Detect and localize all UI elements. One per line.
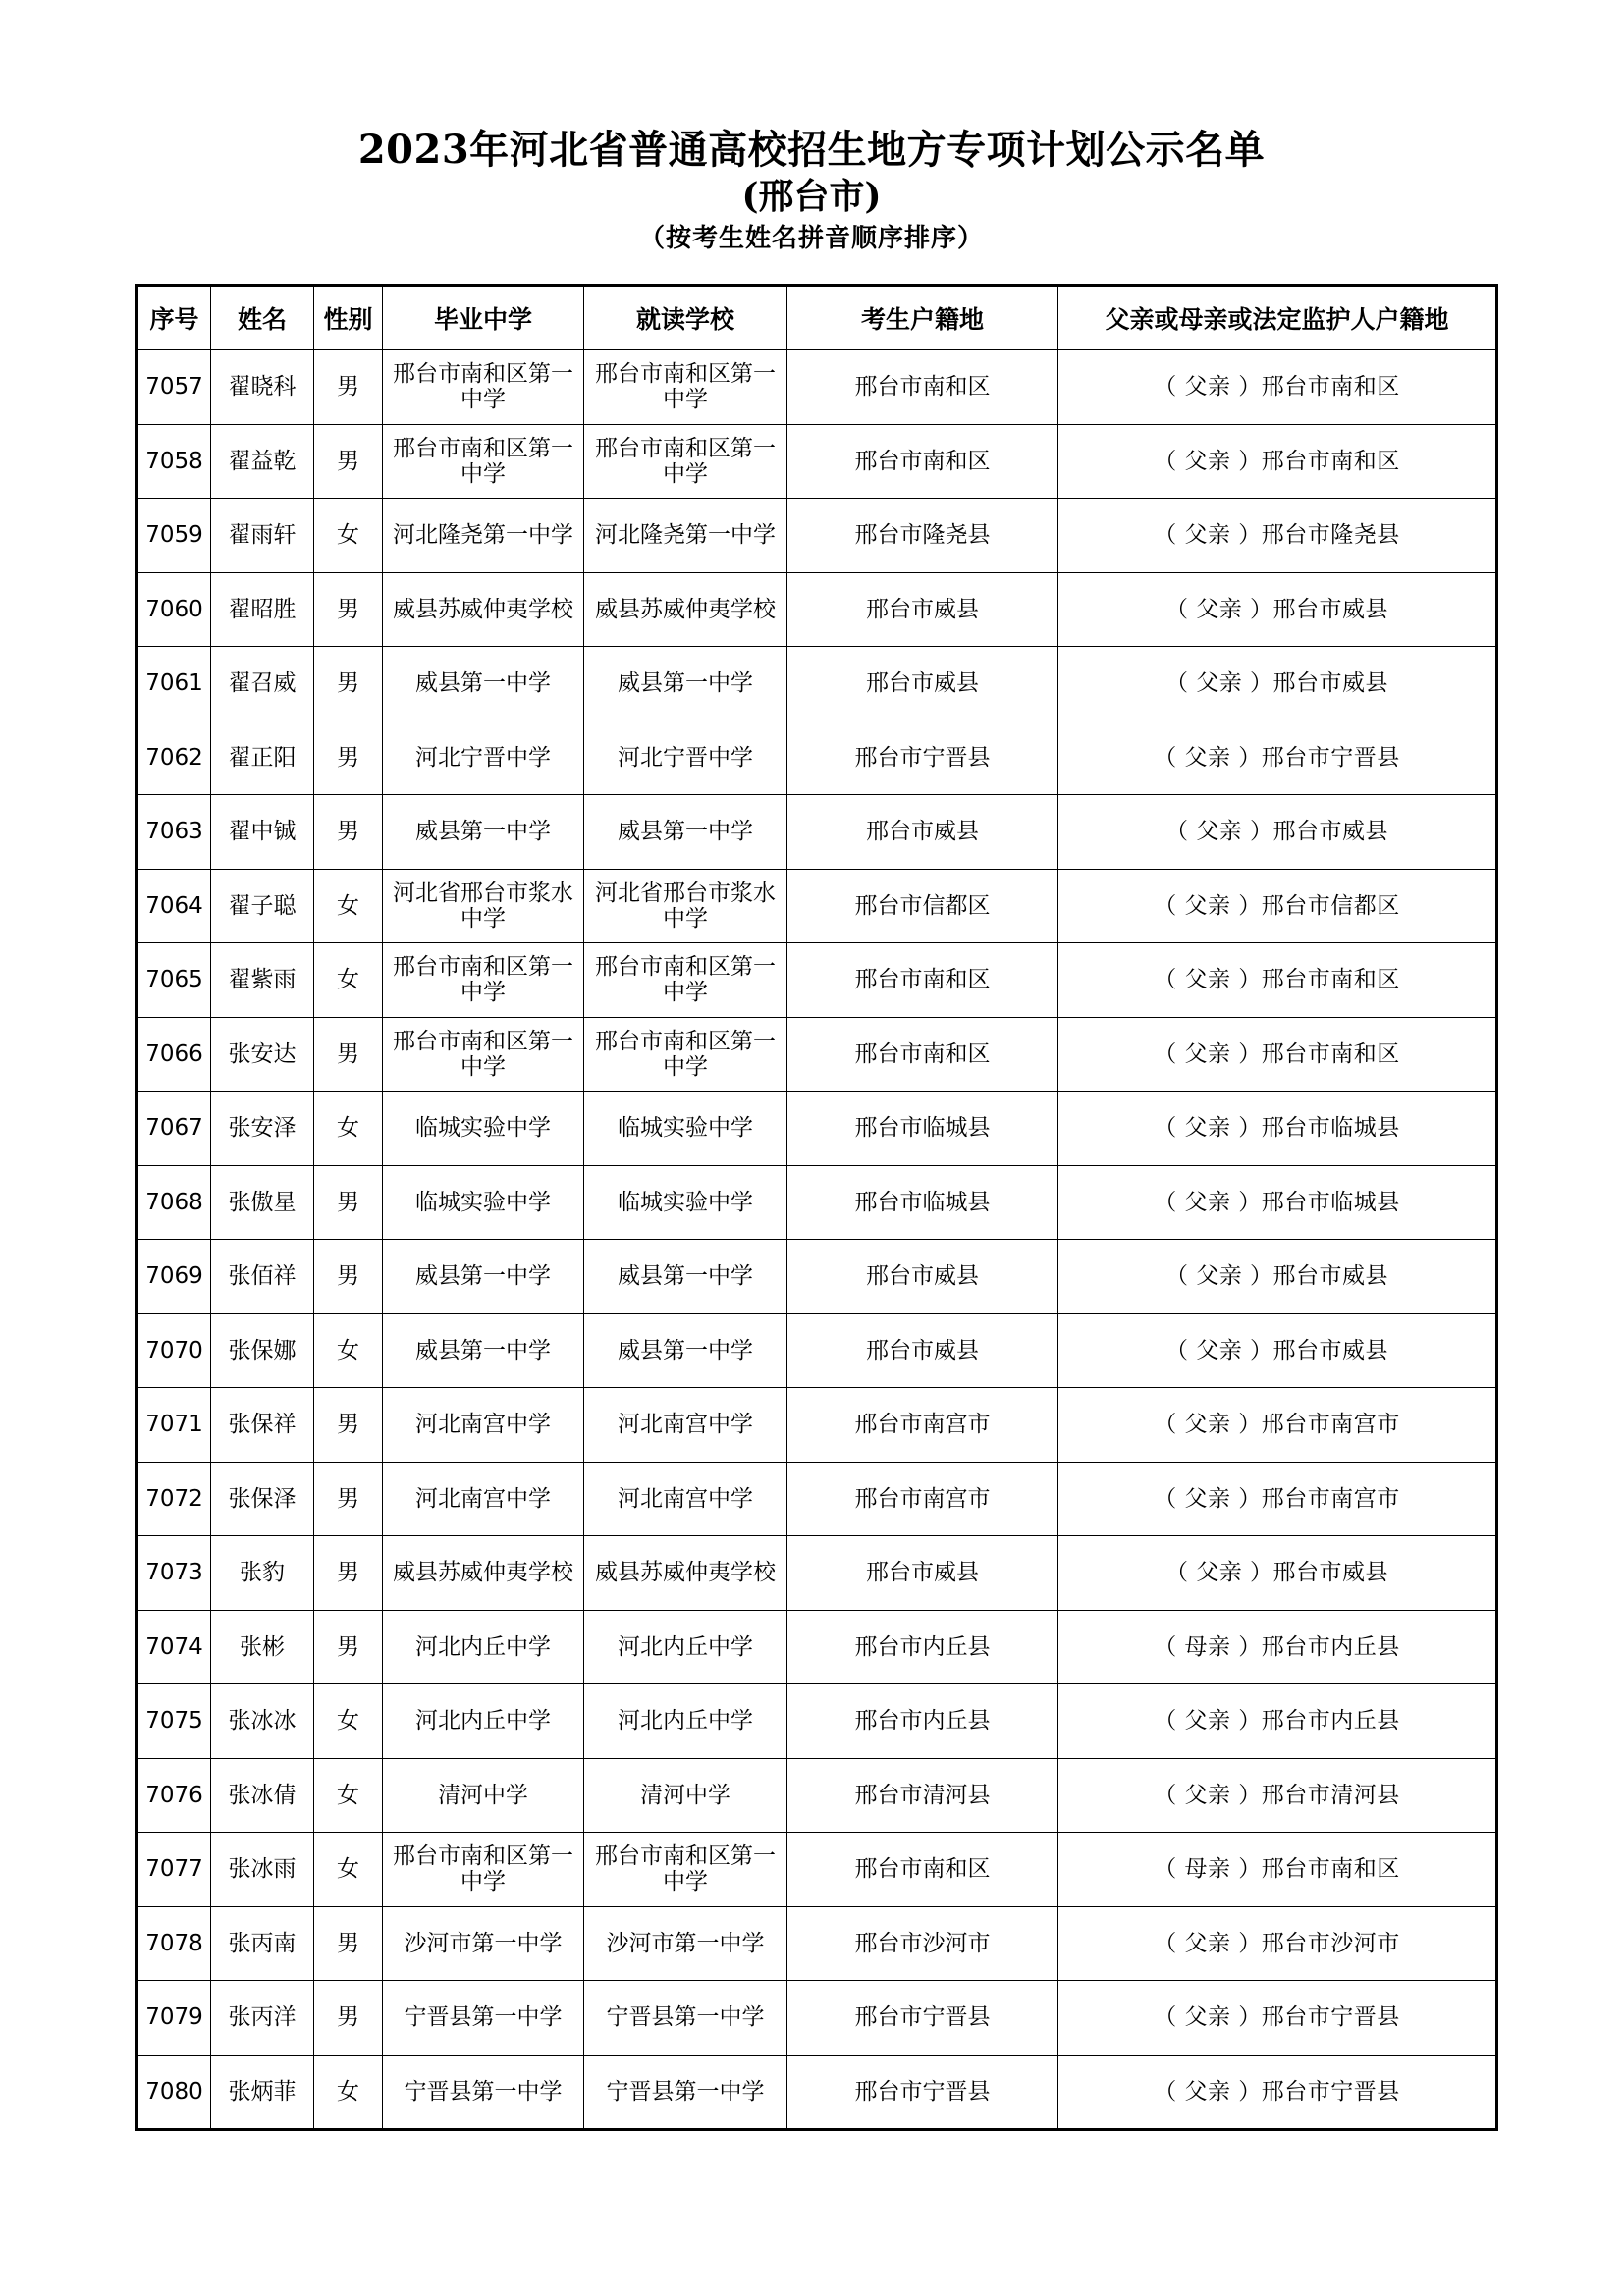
cell-graduated-school: 邢台市南和区第一中学	[383, 350, 584, 425]
cell-guardian-hukou: （ 父亲 ）邢台市临城县	[1058, 1092, 1497, 1166]
cell-current-school: 河北南宫中学	[584, 1462, 787, 1536]
cell-index: 7079	[137, 1981, 211, 2056]
cell-student-hukou: 邢台市南和区	[787, 1833, 1058, 1907]
cell-guardian-hukou: （ 父亲 ）邢台市威县	[1058, 572, 1497, 647]
cell-index: 7072	[137, 1462, 211, 1536]
cell-gender: 女	[314, 1092, 383, 1166]
cell-current-school: 邢台市南和区第一中学	[584, 1833, 787, 1907]
table-row	[137, 1906, 1497, 1981]
cell-gender: 男	[314, 1388, 383, 1463]
cell-gender: 女	[314, 2055, 383, 2130]
cell-graduated-school: 河北南宫中学	[383, 1462, 584, 1536]
cell-gender: 女	[314, 499, 383, 573]
cell-graduated-school: 河北省邢台市浆水中学	[383, 869, 584, 943]
table-row	[137, 1017, 1497, 1092]
cell-name: 张傲星	[211, 1165, 314, 1240]
cell-graduated-school: 威县第一中学	[383, 1240, 584, 1314]
cell-student-hukou: 邢台市内丘县	[787, 1610, 1058, 1684]
cell-name: 张丙洋	[211, 1981, 314, 2056]
cell-student-hukou: 邢台市宁晋县	[787, 721, 1058, 795]
cell-current-school: 清河中学	[584, 1758, 787, 1833]
cell-current-school: 河北隆尧第一中学	[584, 499, 787, 573]
table-row	[137, 1313, 1497, 1388]
cell-guardian-hukou: （ 父亲 ）邢台市南和区	[1058, 424, 1497, 499]
col-header-current-school: 就读学校	[584, 286, 787, 350]
cell-guardian-hukou: （ 父亲 ）邢台市威县	[1058, 1313, 1497, 1388]
col-header-index: 序号	[137, 286, 211, 350]
table-body	[137, 350, 1497, 2130]
cell-student-hukou: 邢台市临城县	[787, 1165, 1058, 1240]
cell-guardian-hukou: （ 父亲 ）邢台市宁晋县	[1058, 721, 1497, 795]
cell-student-hukou: 邢台市威县	[787, 647, 1058, 721]
roster-table	[135, 284, 1498, 2131]
cell-gender: 男	[314, 1906, 383, 1981]
cell-graduated-school: 威县第一中学	[383, 1313, 584, 1388]
cell-gender: 男	[314, 1610, 383, 1684]
cell-index: 7075	[137, 1684, 211, 1759]
cell-current-school: 威县第一中学	[584, 647, 787, 721]
header-row	[137, 286, 1497, 350]
cell-name: 翟召威	[211, 647, 314, 721]
cell-gender: 男	[314, 647, 383, 721]
cell-guardian-hukou: （ 父亲 ）邢台市清河县	[1058, 1758, 1497, 1833]
cell-gender: 男	[314, 1240, 383, 1314]
cell-guardian-hukou: （ 父亲 ）邢台市南和区	[1058, 350, 1497, 425]
cell-current-school: 沙河市第一中学	[584, 1906, 787, 1981]
table-row	[137, 943, 1497, 1018]
cell-student-hukou: 邢台市宁晋县	[787, 2055, 1058, 2130]
cell-student-hukou: 邢台市南和区	[787, 424, 1058, 499]
cell-student-hukou: 邢台市宁晋县	[787, 1981, 1058, 2056]
cell-current-school: 河北内丘中学	[584, 1610, 787, 1684]
cell-index: 7073	[137, 1536, 211, 1611]
cell-index: 7074	[137, 1610, 211, 1684]
cell-gender: 男	[314, 721, 383, 795]
table-row	[137, 1758, 1497, 1833]
cell-gender: 女	[314, 1684, 383, 1759]
table-row	[137, 1165, 1497, 1240]
cell-graduated-school: 宁晋县第一中学	[383, 2055, 584, 2130]
cell-current-school: 邢台市南和区第一中学	[584, 424, 787, 499]
cell-name: 翟昭胜	[211, 572, 314, 647]
table-row	[137, 647, 1497, 721]
cell-student-hukou: 邢台市威县	[787, 1240, 1058, 1314]
table-row	[137, 1536, 1497, 1611]
table-row	[137, 424, 1497, 499]
cell-index: 7062	[137, 721, 211, 795]
cell-guardian-hukou: （ 父亲 ）邢台市内丘县	[1058, 1684, 1497, 1759]
cell-guardian-hukou: （ 父亲 ）邢台市威县	[1058, 795, 1497, 870]
cell-index: 7059	[137, 499, 211, 573]
cell-guardian-hukou: （ 父亲 ）邢台市威县	[1058, 1240, 1497, 1314]
sort-note: （按考生姓名拼音顺序排序）	[638, 224, 984, 253]
cell-graduated-school: 河北南宫中学	[383, 1388, 584, 1463]
cell-student-hukou: 邢台市临城县	[787, 1092, 1058, 1166]
cell-index: 7071	[137, 1388, 211, 1463]
table-row	[137, 1462, 1497, 1536]
cell-graduated-school: 河北内丘中学	[383, 1610, 584, 1684]
cell-index: 7078	[137, 1906, 211, 1981]
cell-graduated-school: 临城实验中学	[383, 1092, 584, 1166]
cell-name: 张冰冰	[211, 1684, 314, 1759]
cell-graduated-school: 沙河市第一中学	[383, 1906, 584, 1981]
cell-name: 张冰倩	[211, 1758, 314, 1833]
cell-name: 张保泽	[211, 1462, 314, 1536]
cell-graduated-school: 邢台市南和区第一中学	[383, 424, 584, 499]
col-header-gender: 性别	[314, 286, 383, 350]
cell-gender: 男	[314, 350, 383, 425]
table-row	[137, 1092, 1497, 1166]
cell-graduated-school: 威县苏威仲夷学校	[383, 1536, 584, 1611]
table-row	[137, 1240, 1497, 1314]
cell-gender: 女	[314, 869, 383, 943]
cell-graduated-school: 威县第一中学	[383, 795, 584, 870]
cell-name: 翟子聪	[211, 869, 314, 943]
cell-guardian-hukou: （ 父亲 ）邢台市隆尧县	[1058, 499, 1497, 573]
table-row	[137, 2055, 1497, 2130]
cell-student-hukou: 邢台市内丘县	[787, 1684, 1058, 1759]
cell-index: 7076	[137, 1758, 211, 1833]
cell-current-school: 河北南宫中学	[584, 1388, 787, 1463]
cell-graduated-school: 邢台市南和区第一中学	[383, 1017, 584, 1092]
cell-index: 7080	[137, 2055, 211, 2130]
cell-name: 张彬	[211, 1610, 314, 1684]
cell-name: 翟正阳	[211, 721, 314, 795]
table-header	[137, 286, 1497, 350]
cell-student-hukou: 邢台市隆尧县	[787, 499, 1058, 573]
cell-student-hukou: 邢台市威县	[787, 1536, 1058, 1611]
cell-student-hukou: 邢台市南和区	[787, 943, 1058, 1018]
cell-current-school: 威县第一中学	[584, 1313, 787, 1388]
cell-current-school: 威县第一中学	[584, 1240, 787, 1314]
cell-student-hukou: 邢台市威县	[787, 1313, 1058, 1388]
cell-name: 翟益乾	[211, 424, 314, 499]
cell-current-school: 宁晋县第一中学	[584, 1981, 787, 2056]
table-row	[137, 572, 1497, 647]
table-row	[137, 350, 1497, 425]
cell-gender: 男	[314, 1165, 383, 1240]
table-row	[137, 1610, 1497, 1684]
cell-student-hukou: 邢台市南和区	[787, 350, 1058, 425]
cell-current-school: 邢台市南和区第一中学	[584, 350, 787, 425]
document-subtitle: (邢台市)	[741, 176, 882, 217]
cell-guardian-hukou: （ 母亲 ）邢台市南和区	[1058, 1833, 1497, 1907]
cell-name: 张丙南	[211, 1906, 314, 1981]
cell-student-hukou: 邢台市威县	[787, 795, 1058, 870]
cell-gender: 男	[314, 1462, 383, 1536]
cell-current-school: 邢台市南和区第一中学	[584, 1017, 787, 1092]
document-title: 2023年河北省普通高校招生地方专项计划公示名单	[357, 127, 1266, 173]
cell-current-school: 河北内丘中学	[584, 1684, 787, 1759]
cell-graduated-school: 威县第一中学	[383, 647, 584, 721]
cell-guardian-hukou: （ 父亲 ）邢台市宁晋县	[1058, 2055, 1497, 2130]
cell-student-hukou: 邢台市信都区	[787, 869, 1058, 943]
cell-name: 翟紫雨	[211, 943, 314, 1018]
cell-gender: 男	[314, 424, 383, 499]
cell-graduated-school: 临城实验中学	[383, 1165, 584, 1240]
cell-guardian-hukou: （ 父亲 ）邢台市威县	[1058, 647, 1497, 721]
cell-graduated-school: 河北宁晋中学	[383, 721, 584, 795]
cell-graduated-school: 河北隆尧第一中学	[383, 499, 584, 573]
col-header-student-hukou: 考生户籍地	[787, 286, 1058, 350]
table-row	[137, 1684, 1497, 1759]
cell-student-hukou: 邢台市南宫市	[787, 1462, 1058, 1536]
cell-index: 7069	[137, 1240, 211, 1314]
cell-current-school: 邢台市南和区第一中学	[584, 943, 787, 1018]
cell-index: 7058	[137, 424, 211, 499]
cell-gender: 女	[314, 1833, 383, 1907]
col-header-guardian-hukou: 父亲或母亲或法定监护人户籍地	[1058, 286, 1497, 350]
cell-index: 7061	[137, 647, 211, 721]
cell-guardian-hukou: （ 父亲 ）邢台市南宫市	[1058, 1462, 1497, 1536]
cell-index: 7065	[137, 943, 211, 1018]
cell-gender: 男	[314, 1536, 383, 1611]
cell-guardian-hukou: （ 母亲 ）邢台市内丘县	[1058, 1610, 1497, 1684]
cell-name: 张安达	[211, 1017, 314, 1092]
cell-current-school: 临城实验中学	[584, 1092, 787, 1166]
cell-gender: 女	[314, 1313, 383, 1388]
cell-student-hukou: 邢台市威县	[787, 572, 1058, 647]
cell-guardian-hukou: （ 父亲 ）邢台市临城县	[1058, 1165, 1497, 1240]
cell-student-hukou: 邢台市沙河市	[787, 1906, 1058, 1981]
cell-index: 7064	[137, 869, 211, 943]
cell-graduated-school: 宁晋县第一中学	[383, 1981, 584, 2056]
cell-graduated-school: 河北内丘中学	[383, 1684, 584, 1759]
table-row	[137, 1833, 1497, 1907]
cell-guardian-hukou: （ 父亲 ）邢台市南和区	[1058, 1017, 1497, 1092]
cell-student-hukou: 邢台市南和区	[787, 1017, 1058, 1092]
cell-gender: 男	[314, 795, 383, 870]
cell-graduated-school: 邢台市南和区第一中学	[383, 1833, 584, 1907]
table-row	[137, 721, 1497, 795]
cell-guardian-hukou: （ 父亲 ）邢台市信都区	[1058, 869, 1497, 943]
cell-index: 7063	[137, 795, 211, 870]
cell-name: 翟雨轩	[211, 499, 314, 573]
cell-current-school: 河北省邢台市浆水中学	[584, 869, 787, 943]
cell-gender: 男	[314, 572, 383, 647]
cell-gender: 女	[314, 943, 383, 1018]
table-row	[137, 499, 1497, 573]
cell-graduated-school: 清河中学	[383, 1758, 584, 1833]
cell-name: 张保祥	[211, 1388, 314, 1463]
cell-name: 翟晓科	[211, 350, 314, 425]
cell-index: 7070	[137, 1313, 211, 1388]
cell-guardian-hukou: （ 父亲 ）邢台市南和区	[1058, 943, 1497, 1018]
cell-graduated-school: 威县苏威仲夷学校	[383, 572, 584, 647]
table-row	[137, 1388, 1497, 1463]
cell-index: 7067	[137, 1092, 211, 1166]
document-header	[0, 126, 1623, 255]
cell-guardian-hukou: （ 父亲 ）邢台市南宫市	[1058, 1388, 1497, 1463]
cell-current-school: 临城实验中学	[584, 1165, 787, 1240]
cell-name: 张保娜	[211, 1313, 314, 1388]
cell-current-school: 河北宁晋中学	[584, 721, 787, 795]
cell-current-school: 威县苏威仲夷学校	[584, 1536, 787, 1611]
cell-gender: 女	[314, 1758, 383, 1833]
cell-current-school: 宁晋县第一中学	[584, 2055, 787, 2130]
cell-graduated-school: 邢台市南和区第一中学	[383, 943, 584, 1018]
cell-gender: 男	[314, 1017, 383, 1092]
cell-guardian-hukou: （ 父亲 ）邢台市威县	[1058, 1536, 1497, 1611]
cell-student-hukou: 邢台市清河县	[787, 1758, 1058, 1833]
cell-guardian-hukou: （ 父亲 ）邢台市沙河市	[1058, 1906, 1497, 1981]
col-header-name: 姓名	[211, 286, 314, 350]
table-row	[137, 795, 1497, 870]
table-row	[137, 869, 1497, 943]
cell-name: 翟中铖	[211, 795, 314, 870]
cell-guardian-hukou: （ 父亲 ）邢台市宁晋县	[1058, 1981, 1497, 2056]
cell-name: 张冰雨	[211, 1833, 314, 1907]
cell-index: 7066	[137, 1017, 211, 1092]
cell-student-hukou: 邢台市南宫市	[787, 1388, 1058, 1463]
table-row	[137, 1981, 1497, 2056]
cell-name: 张豹	[211, 1536, 314, 1611]
cell-index: 7068	[137, 1165, 211, 1240]
cell-gender: 男	[314, 1981, 383, 2056]
cell-name: 张安泽	[211, 1092, 314, 1166]
cell-name: 张炳菲	[211, 2055, 314, 2130]
cell-index: 7077	[137, 1833, 211, 1907]
cell-name: 张佰祥	[211, 1240, 314, 1314]
col-header-graduated-school: 毕业中学	[383, 286, 584, 350]
cell-current-school: 威县第一中学	[584, 795, 787, 870]
cell-current-school: 威县苏威仲夷学校	[584, 572, 787, 647]
cell-index: 7060	[137, 572, 211, 647]
cell-index: 7057	[137, 350, 211, 425]
